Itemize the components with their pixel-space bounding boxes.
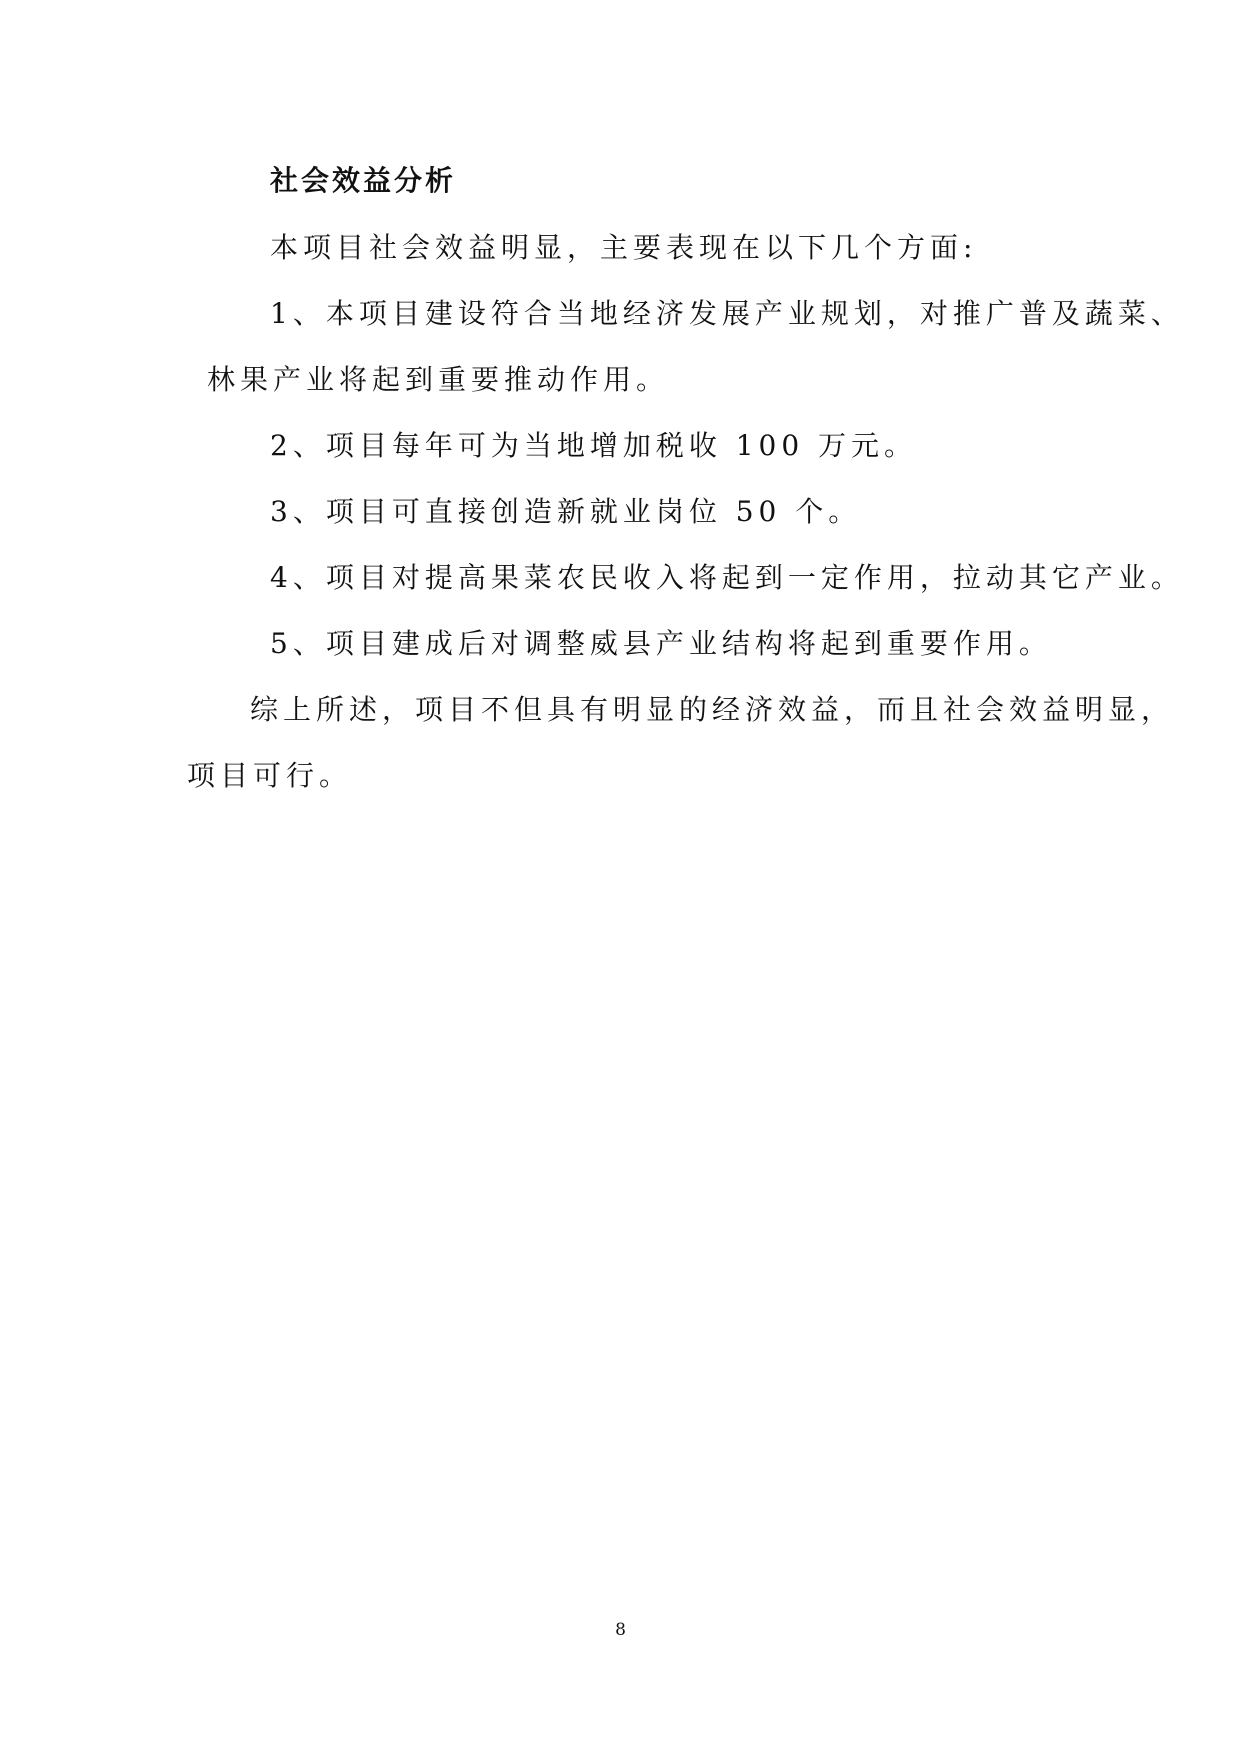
page-number: 8 (615, 1620, 626, 1640)
section-heading: 社会效益分析 (270, 164, 457, 197)
intro-paragraph: 本项目社会效益明显，主要表现在以下几个方面: (270, 231, 978, 264)
list-item-5: 5、项目建成后对调整威县产业结构将起到重要作用。 (270, 627, 1052, 660)
conclusion-line-2: 项目可行。 (187, 759, 353, 792)
list-item-4: 4、项目对提高果菜农民收入将起到一定作用，拉动其它产业。 (270, 561, 1184, 594)
list-item-1-line-1: 1、本项目建设符合当地经济发展产业规划，对推广普及蔬菜、 (270, 297, 1184, 330)
conclusion-line-1: 综上所述，项目不但具有明显的经济效益，而且社会效益明显， (250, 693, 1175, 726)
list-item-2: 2、项目每年可为当地增加税收 100 万元。 (270, 429, 918, 462)
list-item-1-line-2: 林果产业将起到重要推动作用。 (207, 363, 670, 396)
list-item-3: 3、项目可直接创造新就业岗位 50 个。 (270, 495, 862, 528)
